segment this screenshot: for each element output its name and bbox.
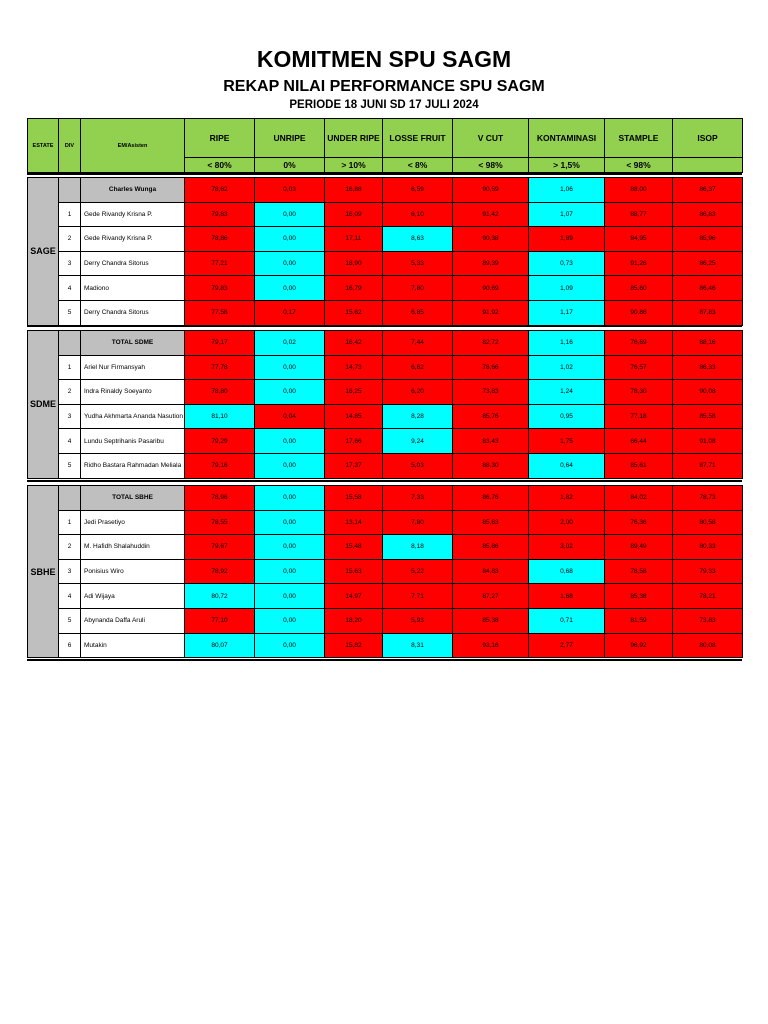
assistant-name: Yudha Akhmarta Ananda Nasution — [81, 404, 185, 429]
value-unripe: 0,00 — [255, 251, 325, 276]
value-ripe: 77,21 — [185, 251, 255, 276]
value-isop: 86,37 — [673, 178, 743, 203]
value-unripe: 0,00 — [255, 202, 325, 227]
value-unripe: 0,00 — [255, 559, 325, 584]
value-v-cut: 90,69 — [453, 276, 529, 301]
value-v-cut: 90,38 — [453, 227, 529, 252]
table-row — [28, 251, 743, 276]
div-number: 4 — [59, 429, 81, 454]
value-losse-fruit: 7,71 — [383, 584, 453, 609]
value-unripe: 0,00 — [255, 584, 325, 609]
assistant-name: Adi Wijaya — [81, 584, 185, 609]
value-under-ripe: 16,88 — [325, 178, 383, 203]
value-under-ripe: 14,85 — [325, 404, 383, 429]
value-v-cut: 91,42 — [453, 202, 529, 227]
value-losse-fruit: 8,31 — [383, 633, 453, 658]
value-under-ripe: 18,20 — [325, 608, 383, 633]
total-name: Charles Wunga — [81, 178, 185, 203]
value-unripe: 0,02 — [255, 331, 325, 356]
estate-group-sdme — [27, 330, 743, 479]
header-estate: ESTATE — [28, 119, 59, 173]
div-number: 5 — [59, 300, 81, 325]
assistant-name: Jedi Prasetiyo — [81, 510, 185, 535]
assistant-name: Abynanda Daffa Aruli — [81, 608, 185, 633]
value-v-cut: 89,39 — [453, 251, 529, 276]
value-losse-fruit: 7,44 — [383, 331, 453, 356]
value-kontaminasi: 1,02 — [529, 355, 605, 380]
value-stample: 89,49 — [605, 535, 673, 560]
value-stample: 77,18 — [605, 404, 673, 429]
value-v-cut: 82,72 — [453, 331, 529, 356]
value-isop: 79,33 — [673, 559, 743, 584]
value-v-cut: 84,83 — [453, 559, 529, 584]
value-v-cut: 87,27 — [453, 584, 529, 609]
value-isop: 86,25 — [673, 251, 743, 276]
value-unripe: 0,00 — [255, 276, 325, 301]
table-row — [28, 633, 743, 658]
div-number: 3 — [59, 404, 81, 429]
value-ripe: 79,83 — [185, 202, 255, 227]
value-v-cut: 85,86 — [453, 535, 529, 560]
value-v-cut: 78,66 — [453, 355, 529, 380]
header-metric-v-cut: V CUT — [453, 119, 529, 158]
value-isop: 78,21 — [673, 584, 743, 609]
value-under-ripe: 15,63 — [325, 559, 383, 584]
value-under-ripe: 18,90 — [325, 251, 383, 276]
value-kontaminasi: 1,09 — [529, 276, 605, 301]
value-stample: 76,36 — [605, 510, 673, 535]
value-stample: 84,02 — [605, 486, 673, 511]
value-ripe: 81,10 — [185, 404, 255, 429]
estate-label: SDME — [28, 331, 59, 479]
value-unripe: 0,00 — [255, 355, 325, 380]
value-kontaminasi: 0,95 — [529, 404, 605, 429]
assistant-name: Ridho Bastara Rahmadan Meliala — [81, 453, 185, 478]
div-number: 5 — [59, 608, 81, 633]
value-under-ripe: 16,25 — [325, 380, 383, 405]
table-row — [28, 510, 743, 535]
header-metric-stample: STAMPLE — [605, 119, 673, 158]
table-row — [28, 404, 743, 429]
assistant-name: Ponisius Wiro — [81, 559, 185, 584]
div-number: 4 — [59, 584, 81, 609]
value-losse-fruit: 6,20 — [383, 380, 453, 405]
threshold-losse-fruit: < 8% — [383, 158, 453, 173]
div-number: 4 — [59, 276, 81, 301]
value-ripe: 78,96 — [185, 486, 255, 511]
value-stample: 78,58 — [605, 559, 673, 584]
value-losse-fruit: 8,18 — [383, 535, 453, 560]
table-row — [28, 559, 743, 584]
value-ripe: 78,62 — [185, 178, 255, 203]
value-isop: 87,83 — [673, 300, 743, 325]
value-isop: 88,16 — [673, 331, 743, 356]
value-isop: 80,33 — [673, 535, 743, 560]
value-stample: 90,86 — [605, 300, 673, 325]
table-row — [28, 355, 743, 380]
value-kontaminasi: 1,75 — [529, 429, 605, 454]
threshold-stample: < 98% — [605, 158, 673, 173]
value-kontaminasi: 3,02 — [529, 535, 605, 560]
value-kontaminasi: 1,16 — [529, 331, 605, 356]
value-stample: 76,69 — [605, 331, 673, 356]
assistant-name: Gede Rivandy Krisna P. — [81, 227, 185, 252]
separator-line — [27, 480, 742, 482]
value-kontaminasi: 1,24 — [529, 380, 605, 405]
value-ripe: 79,16 — [185, 453, 255, 478]
value-ripe: 78,92 — [185, 559, 255, 584]
value-under-ripe: 15,62 — [325, 300, 383, 325]
separator-line — [27, 659, 742, 661]
value-unripe: 0,03 — [255, 178, 325, 203]
threshold-under-ripe: > 10% — [325, 158, 383, 173]
value-unripe: 0,00 — [255, 429, 325, 454]
table-row — [28, 453, 743, 478]
value-v-cut: 85,76 — [453, 404, 529, 429]
value-ripe: 79,83 — [185, 276, 255, 301]
value-losse-fruit: 8,28 — [383, 404, 453, 429]
value-stample: 84,95 — [605, 227, 673, 252]
value-unripe: 0,00 — [255, 453, 325, 478]
estate-label: SAGE — [28, 178, 59, 326]
value-v-cut: 93,16 — [453, 633, 529, 658]
value-losse-fruit: 5,03 — [383, 453, 453, 478]
value-stample: 66,44 — [605, 429, 673, 454]
total-row — [28, 178, 743, 203]
value-under-ripe: 17,11 — [325, 227, 383, 252]
div-number: 3 — [59, 251, 81, 276]
div-number: 3 — [59, 559, 81, 584]
value-losse-fruit: 5,22 — [383, 559, 453, 584]
value-unripe: 0,00 — [255, 633, 325, 658]
value-v-cut: 83,43 — [453, 429, 529, 454]
value-losse-fruit: 7,33 — [383, 486, 453, 511]
value-under-ripe: 14,73 — [325, 355, 383, 380]
value-kontaminasi: 2,00 — [529, 510, 605, 535]
value-v-cut: 73,83 — [453, 380, 529, 405]
div-number: 5 — [59, 453, 81, 478]
table-row — [28, 300, 743, 325]
value-stample: 76,57 — [605, 355, 673, 380]
assistant-name: Derry Chandra Sitorus — [81, 251, 185, 276]
header-metric-kontaminasi: KONTAMINASI — [529, 119, 605, 158]
value-stample: 85,38 — [605, 584, 673, 609]
threshold-ripe: < 80% — [185, 158, 255, 173]
value-under-ripe: 16,09 — [325, 202, 383, 227]
value-stample: 91,26 — [605, 251, 673, 276]
div-number: 1 — [59, 510, 81, 535]
value-stample: 81,59 — [605, 608, 673, 633]
div-number: 2 — [59, 380, 81, 405]
header-metric-losse-fruit: LOSSE FRUIT — [383, 119, 453, 158]
total-name: TOTAL SBHE — [81, 486, 185, 511]
value-stample: 96,92 — [605, 633, 673, 658]
value-unripe: 0,00 — [255, 510, 325, 535]
value-v-cut: 91,92 — [453, 300, 529, 325]
assistant-name: Mutakin — [81, 633, 185, 658]
value-kontaminasi: 1,89 — [529, 227, 605, 252]
value-under-ripe: 16,42 — [325, 331, 383, 356]
value-isop: 86,83 — [673, 202, 743, 227]
table-row — [28, 608, 743, 633]
value-stample: 78,30 — [605, 380, 673, 405]
value-ripe: 80,72 — [185, 584, 255, 609]
threshold-kontaminasi: > 1,5% — [529, 158, 605, 173]
value-kontaminasi: 1,68 — [529, 584, 605, 609]
value-isop: 80,58 — [673, 510, 743, 535]
value-isop: 80,08 — [673, 633, 743, 658]
value-unripe: 0,00 — [255, 486, 325, 511]
report-subtitle: REKAP NILAI PERFORMANCE SPU SAGM — [223, 78, 545, 95]
value-kontaminasi: 1,06 — [529, 178, 605, 203]
value-ripe: 79,67 — [185, 535, 255, 560]
table-row — [28, 535, 743, 560]
value-isop: 91,08 — [673, 429, 743, 454]
value-kontaminasi: 0,64 — [529, 453, 605, 478]
value-v-cut: 88,30 — [453, 453, 529, 478]
value-losse-fruit: 6,85 — [383, 300, 453, 325]
value-under-ripe: 16,79 — [325, 276, 383, 301]
value-losse-fruit: 6,62 — [383, 355, 453, 380]
value-isop: 78,73 — [673, 486, 743, 511]
value-stample: 85,60 — [605, 276, 673, 301]
estate-group-sbhe — [27, 485, 743, 658]
total-name: TOTAL SDME — [81, 331, 185, 356]
threshold-v-cut: < 98% — [453, 158, 529, 173]
value-losse-fruit: 6,10 — [383, 202, 453, 227]
div-number: 1 — [59, 355, 81, 380]
header-metric-isop: ISOP — [673, 119, 743, 158]
value-isop: 86,33 — [673, 355, 743, 380]
assistant-name: Gede Rivandy Krisna P. — [81, 202, 185, 227]
value-ripe: 78,86 — [185, 227, 255, 252]
report-period: PERIODE 18 JUNI SD 17 JULI 2024 — [289, 99, 479, 111]
assistant-name: Lundu Septrihanis Pasaribu — [81, 429, 185, 454]
header-metric-under-ripe: UNDER RIPE — [325, 119, 383, 158]
table-row — [28, 584, 743, 609]
value-isop: 85,58 — [673, 404, 743, 429]
value-unripe: 0,00 — [255, 608, 325, 633]
value-unripe: 0,04 — [255, 404, 325, 429]
value-v-cut: 90,59 — [453, 178, 529, 203]
div-cell — [59, 178, 81, 203]
value-losse-fruit: 7,80 — [383, 276, 453, 301]
separator-line — [27, 173, 742, 175]
value-kontaminasi: 1,17 — [529, 300, 605, 325]
value-unripe: 0,00 — [255, 380, 325, 405]
value-losse-fruit: 5,93 — [383, 608, 453, 633]
value-under-ripe: 15,58 — [325, 486, 383, 511]
value-kontaminasi: 1,07 — [529, 202, 605, 227]
threshold-unripe: 0% — [255, 158, 325, 173]
value-isop: 73,83 — [673, 608, 743, 633]
div-number: 2 — [59, 535, 81, 560]
value-ripe: 78,80 — [185, 380, 255, 405]
value-losse-fruit: 6,59 — [383, 178, 453, 203]
value-stample: 85,61 — [605, 453, 673, 478]
div-number: 1 — [59, 202, 81, 227]
value-losse-fruit: 9,24 — [383, 429, 453, 454]
value-losse-fruit: 8,63 — [383, 227, 453, 252]
div-cell — [59, 331, 81, 356]
report-title: KOMITMEN SPU SAGM — [256, 46, 512, 72]
value-kontaminasi: 0,68 — [529, 559, 605, 584]
threshold-isop — [673, 158, 743, 173]
value-under-ripe: 17,37 — [325, 453, 383, 478]
total-row — [28, 331, 743, 356]
value-under-ripe: 15,48 — [325, 535, 383, 560]
assistant-name: Indra Rinaldy Soeyanto — [81, 380, 185, 405]
value-under-ripe: 13,14 — [325, 510, 383, 535]
value-unripe: 0,00 — [255, 535, 325, 560]
value-v-cut: 85,63 — [453, 510, 529, 535]
estate-group-sage — [27, 177, 743, 326]
total-row — [28, 486, 743, 511]
div-cell — [59, 486, 81, 511]
assistant-name: Madiono — [81, 276, 185, 301]
value-ripe: 78,55 — [185, 510, 255, 535]
header-metric-ripe: RIPE — [185, 119, 255, 158]
value-isop: 86,46 — [673, 276, 743, 301]
value-kontaminasi: 1,82 — [529, 486, 605, 511]
value-ripe: 77,78 — [185, 355, 255, 380]
value-ripe: 77,10 — [185, 608, 255, 633]
value-losse-fruit: 7,80 — [383, 510, 453, 535]
estate-label: SBHE — [28, 486, 59, 658]
report-titles — [0, 44, 768, 113]
table-row — [28, 380, 743, 405]
value-isop: 90,08 — [673, 380, 743, 405]
value-isop: 85,96 — [673, 227, 743, 252]
value-ripe: 79,17 — [185, 331, 255, 356]
header-div: DIV — [59, 119, 81, 173]
table-row — [28, 202, 743, 227]
header-em: EM/Asisten — [81, 119, 185, 173]
value-kontaminasi: 0,71 — [529, 608, 605, 633]
assistant-name: M. Hafidh Shalahuddin — [81, 535, 185, 560]
value-ripe: 77,58 — [185, 300, 255, 325]
value-ripe: 80,07 — [185, 633, 255, 658]
div-number: 6 — [59, 633, 81, 658]
value-kontaminasi: 2,77 — [529, 633, 605, 658]
value-losse-fruit: 5,33 — [383, 251, 453, 276]
value-under-ripe: 17,66 — [325, 429, 383, 454]
assistant-name: Ariel Nur Firmansyah — [81, 355, 185, 380]
value-under-ripe: 15,82 — [325, 633, 383, 658]
table-row — [28, 429, 743, 454]
table-row — [28, 227, 743, 252]
value-stample: 88,00 — [605, 178, 673, 203]
header-metric-unripe: UNRIPE — [255, 119, 325, 158]
header-table — [27, 118, 743, 173]
value-unripe: 0,17 — [255, 300, 325, 325]
value-isop: 87,71 — [673, 453, 743, 478]
div-number: 2 — [59, 227, 81, 252]
value-ripe: 79,29 — [185, 429, 255, 454]
value-v-cut: 85,38 — [453, 608, 529, 633]
value-under-ripe: 14,97 — [325, 584, 383, 609]
value-stample: 88,77 — [605, 202, 673, 227]
value-v-cut: 86,76 — [453, 486, 529, 511]
separator-line — [27, 325, 742, 327]
table-row — [28, 276, 743, 301]
value-unripe: 0,00 — [255, 227, 325, 252]
assistant-name: Derry Chandra Sitorus — [81, 300, 185, 325]
value-kontaminasi: 0,73 — [529, 251, 605, 276]
